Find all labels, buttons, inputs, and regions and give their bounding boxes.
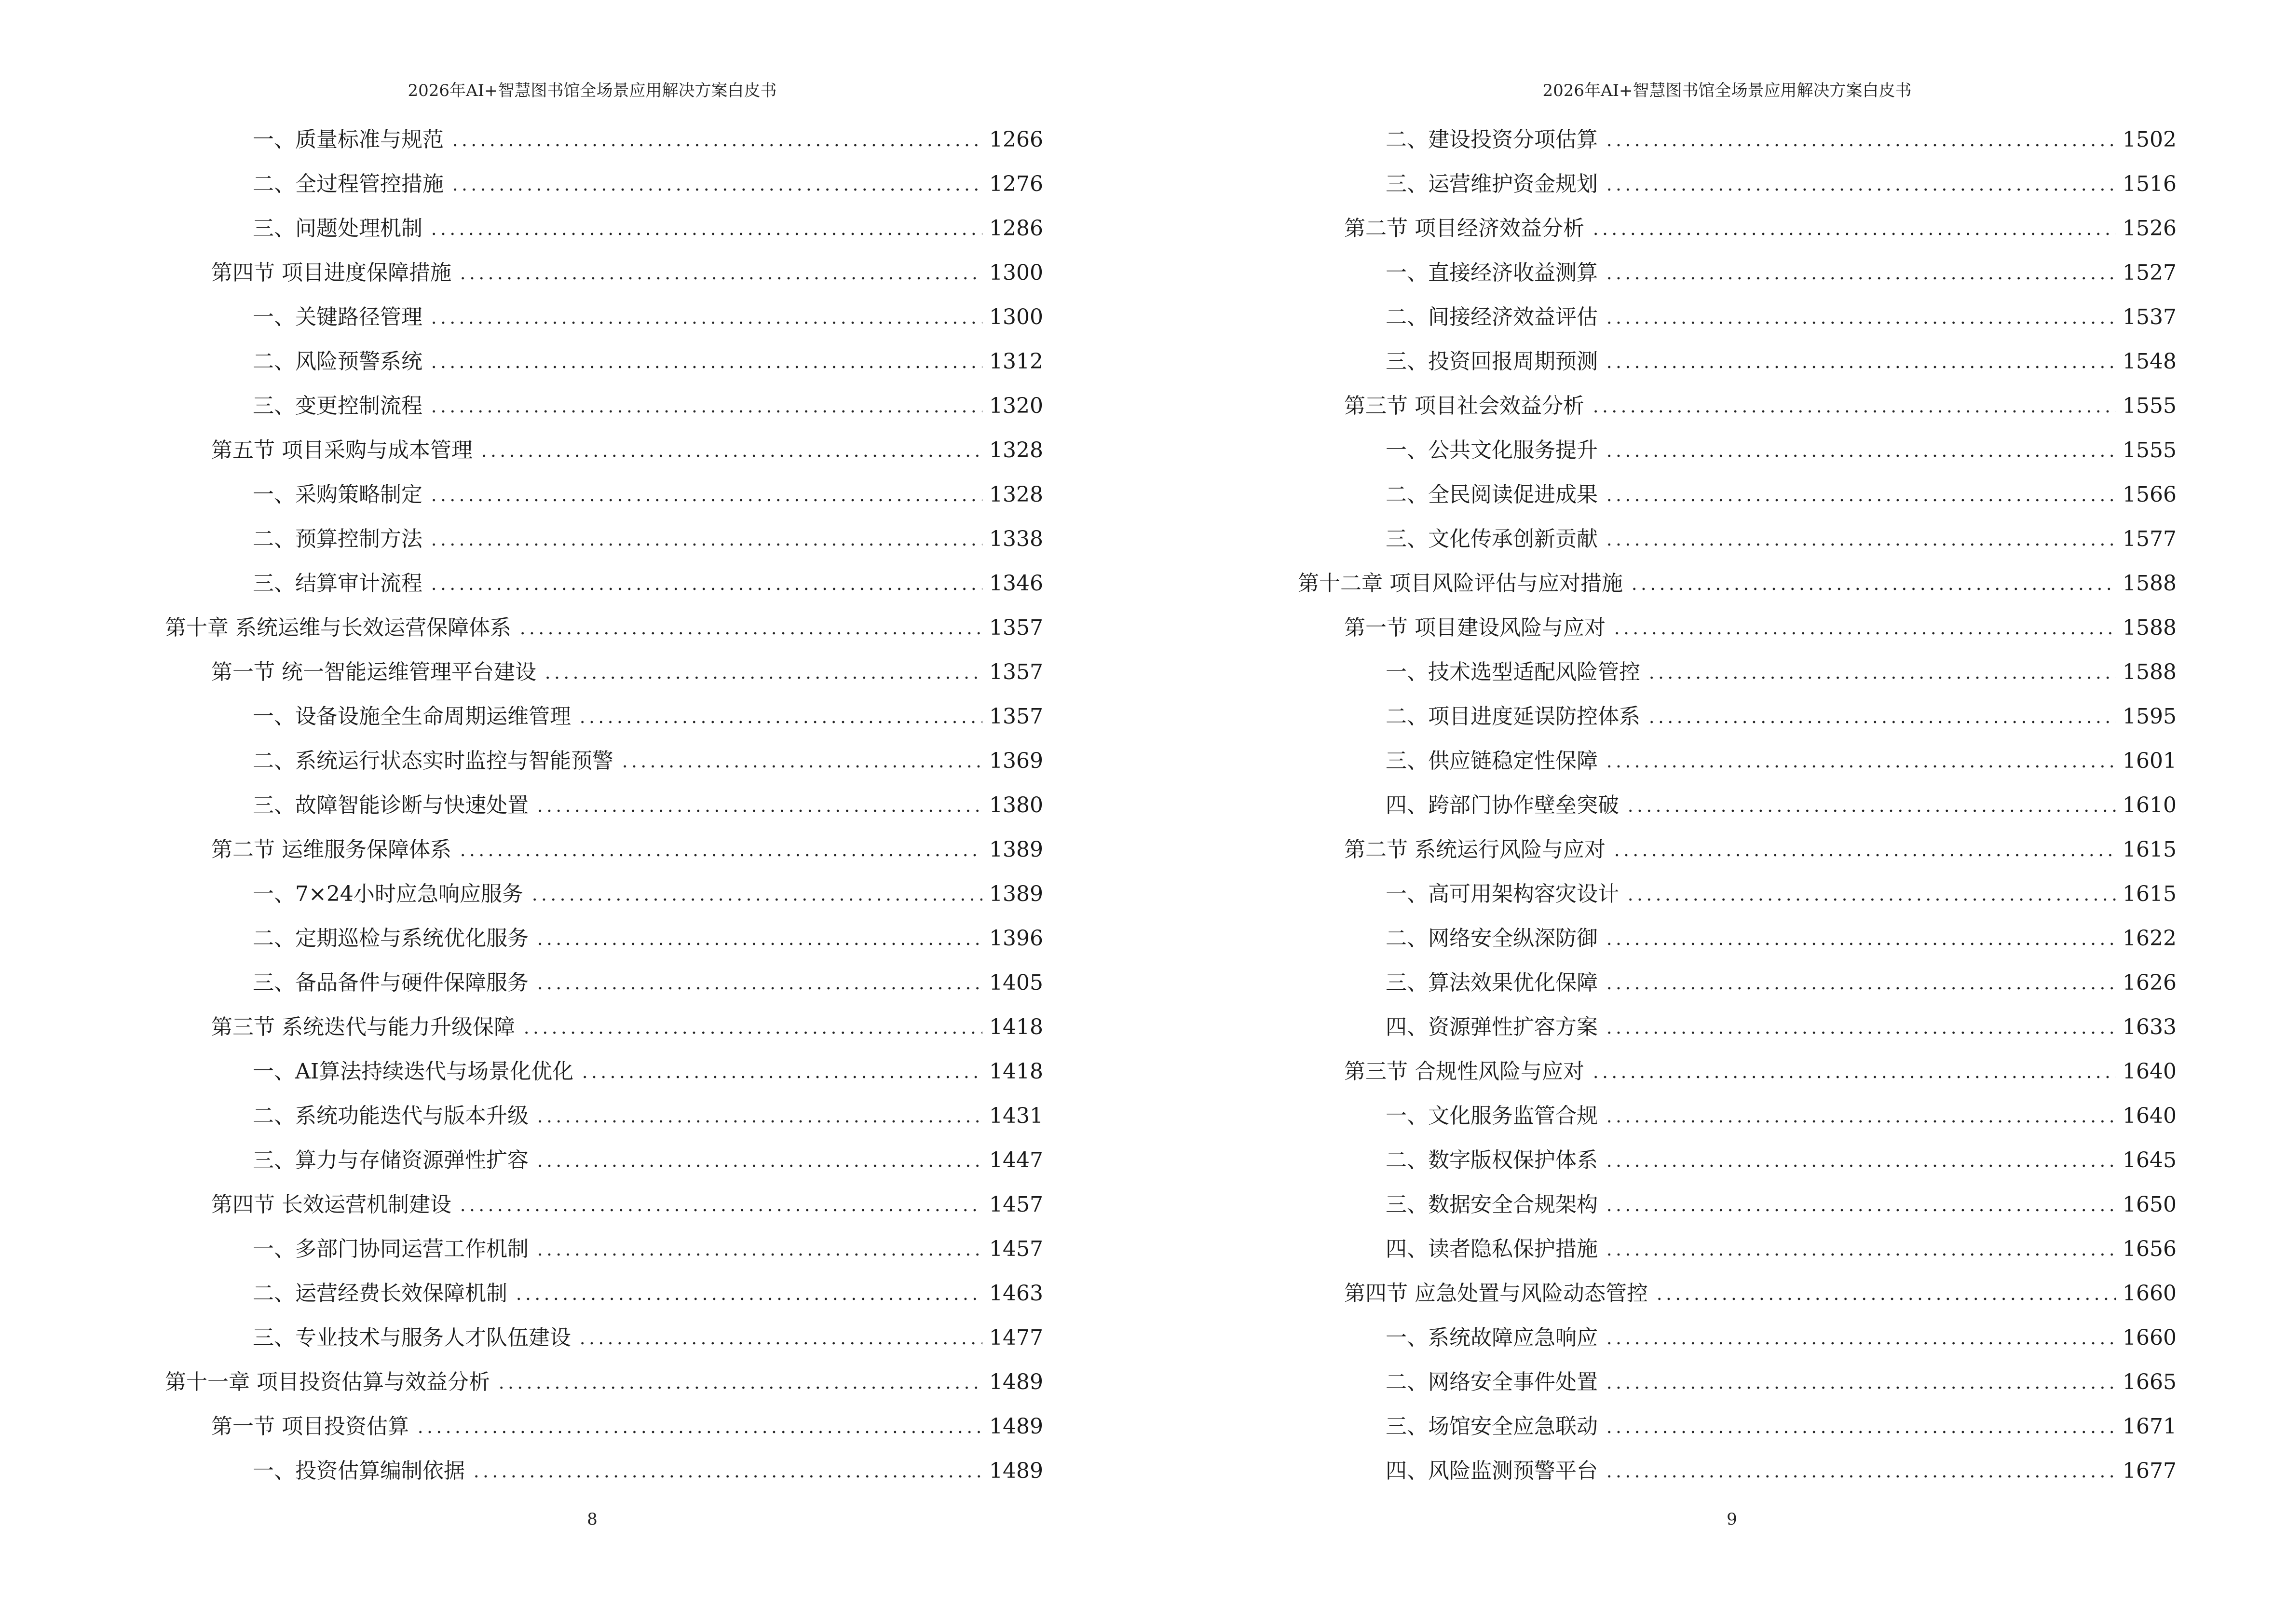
toc-entry-item[interactable] bbox=[1298, 118, 2177, 162]
toc-entry-chapter[interactable] bbox=[165, 1360, 1043, 1405]
toc-entry-page-number: 1418 bbox=[989, 1059, 1043, 1084]
dot-leader bbox=[1605, 1194, 2116, 1215]
toc-entry-page-number: 1389 bbox=[989, 837, 1043, 862]
toc-entry-page-number: 1489 bbox=[989, 1414, 1043, 1439]
toc-entry-item[interactable] bbox=[165, 916, 1043, 961]
toc-entry-page-number: 1300 bbox=[989, 305, 1043, 329]
dot-leader bbox=[1605, 262, 2116, 284]
toc-entry-page-number: 1369 bbox=[989, 749, 1043, 773]
dot-leader bbox=[497, 1372, 982, 1393]
page-number: 9 bbox=[1727, 1510, 1737, 1529]
toc-entry-item[interactable] bbox=[165, 1138, 1043, 1183]
toc-entry-title: 第十二章 项目风险评估与应对措施 bbox=[1298, 571, 1623, 596]
toc-entry-page-number: 1660 bbox=[2123, 1325, 2177, 1350]
toc-entry-item[interactable] bbox=[1298, 872, 2177, 916]
dot-leader bbox=[580, 1061, 982, 1082]
toc-entry-item[interactable] bbox=[165, 340, 1043, 384]
toc-entry-page-number: 1615 bbox=[2123, 882, 2177, 906]
dot-leader bbox=[1605, 1372, 2116, 1393]
toc-entry-section[interactable] bbox=[165, 428, 1043, 473]
toc-entry-page-number: 1555 bbox=[2123, 438, 2177, 463]
toc-entry-item[interactable] bbox=[1298, 517, 2177, 561]
toc-entry-item[interactable] bbox=[165, 561, 1043, 606]
toc-entry-title: 三、投资回报周期预测 bbox=[1386, 349, 1598, 374]
toc-entry-title: 三、算力与存储资源弹性扩容 bbox=[253, 1148, 529, 1173]
toc-entry-page-number: 1346 bbox=[989, 571, 1043, 596]
toc-entry-item[interactable] bbox=[165, 1094, 1043, 1138]
toc-entry-title: 三、变更控制流程 bbox=[253, 394, 422, 418]
toc-entry-page-number: 1457 bbox=[989, 1237, 1043, 1261]
toc-entry-title: 二、预算控制方法 bbox=[253, 527, 422, 551]
dot-leader bbox=[1605, 307, 2116, 328]
dot-leader bbox=[1605, 1327, 2116, 1349]
toc-entry-page-number: 1588 bbox=[2123, 615, 2177, 640]
toc-entry-title: 一、7×24小时应急响应服务 bbox=[253, 882, 523, 906]
dot-leader bbox=[429, 218, 982, 239]
toc-entry-title: 第一节 统一智能运维管理平台建设 bbox=[211, 660, 536, 684]
toc-entry-title: 三、问题处理机制 bbox=[253, 216, 422, 241]
toc-entry-page-number: 1527 bbox=[2123, 260, 2177, 285]
toc-entry-item[interactable] bbox=[165, 206, 1043, 251]
toc-entry-page-number: 1677 bbox=[2123, 1459, 2177, 1483]
toc-entry-title: 第三节 项目社会效益分析 bbox=[1344, 394, 1584, 418]
dot-leader bbox=[1605, 1105, 2116, 1127]
toc-entry-item[interactable] bbox=[165, 739, 1043, 783]
toc-entry-item[interactable] bbox=[1298, 1316, 2177, 1360]
dot-leader bbox=[1626, 884, 2116, 905]
toc-entry-section[interactable] bbox=[165, 251, 1043, 295]
toc-entry-page-number: 1555 bbox=[2123, 394, 2177, 418]
dot-leader bbox=[578, 1327, 982, 1349]
toc-entry-title: 四、读者隐私保护措施 bbox=[1386, 1237, 1598, 1261]
dot-leader bbox=[535, 1150, 982, 1171]
toc-entry-page-number: 1489 bbox=[989, 1370, 1043, 1394]
toc-entry-title: 二、定期巡检与系统优化服务 bbox=[253, 926, 529, 951]
toc-entry-title: 第一节 项目建设风险与应对 bbox=[1344, 615, 1606, 640]
dot-leader bbox=[458, 262, 982, 284]
toc-entry-section[interactable] bbox=[165, 1005, 1043, 1050]
toc-entry-title: 第四节 应急处置与风险动态管控 bbox=[1344, 1281, 1648, 1306]
running-header: 2026年AI+智慧图书馆全场景应用解决方案白皮书 bbox=[408, 81, 777, 100]
toc-entry-title: 二、网络安全事件处置 bbox=[1386, 1370, 1598, 1394]
toc-entry-section[interactable] bbox=[1298, 606, 2177, 650]
toc-entry-page-number: 1276 bbox=[989, 172, 1043, 196]
toc-entry-page-number: 1502 bbox=[2123, 127, 2177, 152]
page-number: 8 bbox=[587, 1510, 598, 1529]
dot-leader bbox=[530, 884, 982, 905]
toc-entry-page-number: 1396 bbox=[989, 926, 1043, 951]
toc-entry-item[interactable] bbox=[1298, 295, 2177, 340]
dot-leader bbox=[458, 1194, 982, 1215]
toc-entry-item[interactable] bbox=[1298, 1449, 2177, 1493]
toc-entry-section[interactable] bbox=[1298, 206, 2177, 251]
toc-entry-page-number: 1380 bbox=[989, 793, 1043, 818]
toc-entry-chapter[interactable] bbox=[1298, 561, 2177, 606]
toc-entry-item[interactable] bbox=[165, 118, 1043, 162]
dot-leader bbox=[1605, 751, 2116, 772]
dot-leader bbox=[1591, 396, 2116, 417]
dot-leader bbox=[1591, 1061, 2116, 1082]
dot-leader bbox=[429, 307, 982, 328]
toc-entry-page-number: 1463 bbox=[989, 1281, 1043, 1306]
dot-leader bbox=[535, 1239, 982, 1260]
toc-entry-title: 第二节 项目经济效益分析 bbox=[1344, 216, 1584, 241]
toc-entry-page-number: 1566 bbox=[2123, 482, 2177, 507]
dot-leader bbox=[535, 972, 982, 994]
dot-leader bbox=[1605, 440, 2116, 461]
toc-entry-page-number: 1457 bbox=[989, 1192, 1043, 1217]
toc-entry-title: 四、跨部门协作壁垒突破 bbox=[1386, 793, 1619, 818]
toc-entry-title: 二、项目进度延误防控体系 bbox=[1386, 704, 1640, 729]
toc-entry-item[interactable] bbox=[165, 1050, 1043, 1094]
toc-entry-page-number: 1548 bbox=[2123, 349, 2177, 374]
dot-leader bbox=[522, 1017, 982, 1038]
toc-entry-title: 一、直接经济收益测算 bbox=[1386, 260, 1598, 285]
dot-leader bbox=[479, 440, 982, 461]
toc-entry-item[interactable] bbox=[1298, 162, 2177, 206]
dot-leader bbox=[620, 751, 982, 772]
toc-entry-page-number: 1286 bbox=[989, 216, 1043, 241]
toc-entry-title: 第二节 运维服务保障体系 bbox=[211, 837, 451, 862]
toc-entry-item[interactable] bbox=[1298, 1405, 2177, 1449]
toc-entry-title: 一、AI算法持续迭代与场景化优化 bbox=[253, 1059, 574, 1084]
toc-entry-title: 一、投资估算编制依据 bbox=[253, 1459, 465, 1483]
toc-entry-item[interactable] bbox=[165, 517, 1043, 561]
toc-entry-item[interactable] bbox=[1298, 695, 2177, 739]
dot-leader bbox=[535, 795, 982, 816]
dot-leader bbox=[429, 484, 982, 505]
dot-leader bbox=[1605, 1150, 2116, 1171]
toc-entry-page-number: 1622 bbox=[2123, 926, 2177, 951]
toc-entry-title: 一、技术选型适配风险管控 bbox=[1386, 660, 1640, 684]
toc-entry-page-number: 1447 bbox=[989, 1148, 1043, 1173]
toc-entry-title: 三、场馆安全应急联动 bbox=[1386, 1414, 1598, 1439]
dot-leader bbox=[1647, 706, 2116, 727]
toc-entry-title: 二、风险预警系统 bbox=[253, 349, 422, 374]
toc-entry-title: 二、系统运行状态实时监控与智能预警 bbox=[253, 749, 613, 773]
toc-entry-item[interactable] bbox=[165, 295, 1043, 340]
toc-entry-item[interactable] bbox=[165, 384, 1043, 428]
dot-leader bbox=[429, 351, 982, 372]
toc-entry-title: 二、全民阅读促进成果 bbox=[1386, 482, 1598, 507]
toc-entry-page-number: 1640 bbox=[2123, 1059, 2177, 1084]
toc-entry-title: 二、运营经费长效保障机制 bbox=[253, 1281, 507, 1306]
toc-entry-page-number: 1577 bbox=[2123, 527, 2177, 551]
toc-entry-page-number: 1405 bbox=[989, 970, 1043, 995]
dot-leader bbox=[1605, 129, 2116, 150]
toc-entry-title: 三、故障智能诊断与快速处置 bbox=[253, 793, 529, 818]
toc-entry-page-number: 1588 bbox=[2123, 571, 2177, 596]
dot-leader bbox=[1605, 928, 2116, 949]
dot-leader bbox=[429, 396, 982, 417]
toc-entry-item[interactable] bbox=[165, 961, 1043, 1005]
dot-leader bbox=[1605, 351, 2116, 372]
dot-leader bbox=[1605, 1416, 2116, 1437]
toc-entry-title: 一、采购策略制定 bbox=[253, 482, 422, 507]
toc-entry-page-number: 1516 bbox=[2123, 172, 2177, 196]
toc-entry-item[interactable] bbox=[1298, 916, 2177, 961]
toc-entry-page-number: 1650 bbox=[2123, 1192, 2177, 1217]
toc-entry-title: 一、多部门协同运营工作机制 bbox=[253, 1237, 529, 1261]
toc-entry-title: 三、数据安全合规架构 bbox=[1386, 1192, 1598, 1217]
toc-entry-section[interactable] bbox=[1298, 828, 2177, 872]
toc-entry-item[interactable] bbox=[165, 162, 1043, 206]
toc-entry-item[interactable] bbox=[1298, 783, 2177, 828]
dot-leader bbox=[518, 617, 982, 639]
toc-entry-page-number: 1626 bbox=[2123, 970, 2177, 995]
toc-entry-page-number: 1665 bbox=[2123, 1370, 2177, 1394]
toc-entry-item[interactable] bbox=[1298, 1227, 2177, 1271]
toc-entry-section[interactable] bbox=[165, 828, 1043, 872]
toc-entry-item[interactable] bbox=[1298, 1360, 2177, 1405]
toc-entry-page-number: 1526 bbox=[2123, 216, 2177, 241]
dot-leader bbox=[1647, 662, 2116, 683]
toc-entry-page-number: 1595 bbox=[2123, 704, 2177, 729]
toc-entry-title: 三、备品备件与硬件保障服务 bbox=[253, 970, 529, 995]
toc-entry-chapter[interactable] bbox=[165, 606, 1043, 650]
toc-entry-page-number: 1656 bbox=[2123, 1237, 2177, 1261]
toc-entry-page-number: 1320 bbox=[989, 394, 1043, 418]
dot-leader bbox=[1605, 484, 2116, 505]
dot-leader bbox=[450, 129, 982, 150]
toc-entry-title: 三、结算审计流程 bbox=[253, 571, 422, 596]
toc-entry-title: 三、专业技术与服务人才队伍建设 bbox=[253, 1325, 571, 1350]
toc-entry-page-number: 1266 bbox=[989, 127, 1043, 152]
dot-leader bbox=[472, 1460, 982, 1482]
dot-leader bbox=[1591, 218, 2116, 239]
toc-entry-title: 第五节 项目采购与成本管理 bbox=[211, 438, 473, 463]
dot-leader bbox=[1605, 1460, 2116, 1482]
toc-entry-title: 第十一章 项目投资估算与效益分析 bbox=[165, 1370, 490, 1394]
dot-leader bbox=[450, 174, 982, 195]
toc-entry-title: 四、资源弹性扩容方案 bbox=[1386, 1015, 1598, 1039]
toc-entry-title: 三、运营维护资金规划 bbox=[1386, 172, 1598, 196]
toc-entry-item[interactable] bbox=[165, 1449, 1043, 1493]
toc-entry-item[interactable] bbox=[1298, 650, 2177, 695]
toc-entry-item[interactable] bbox=[1298, 340, 2177, 384]
toc-entry-page-number: 1338 bbox=[989, 527, 1043, 551]
toc-entry-item[interactable] bbox=[165, 1316, 1043, 1360]
dot-leader bbox=[1605, 174, 2116, 195]
toc-entry-item[interactable] bbox=[1298, 473, 2177, 517]
toc-entry-section[interactable] bbox=[165, 650, 1043, 695]
dot-leader bbox=[1605, 972, 2116, 994]
toc-entry-title: 二、数字版权保护体系 bbox=[1386, 1148, 1598, 1173]
table-of-contents bbox=[165, 118, 1043, 1493]
toc-entry-page-number: 1357 bbox=[989, 615, 1043, 640]
toc-entry-page-number: 1588 bbox=[2123, 660, 2177, 684]
toc-entry-page-number: 1537 bbox=[2123, 305, 2177, 329]
dot-leader bbox=[458, 839, 982, 860]
dot-leader bbox=[1655, 1283, 2116, 1304]
toc-entry-item[interactable] bbox=[1298, 1005, 2177, 1050]
toc-entry-item[interactable] bbox=[1298, 1094, 2177, 1138]
toc-entry-item[interactable] bbox=[165, 872, 1043, 916]
toc-entry-page-number: 1357 bbox=[989, 704, 1043, 729]
toc-entry-item[interactable] bbox=[165, 695, 1043, 739]
dot-leader bbox=[1605, 1017, 2116, 1038]
toc-entry-title: 四、风险监测预警平台 bbox=[1386, 1459, 1598, 1483]
toc-entry-title: 第一节 项目投资估算 bbox=[211, 1414, 409, 1439]
dot-leader bbox=[429, 573, 982, 594]
toc-entry-page-number: 1671 bbox=[2123, 1414, 2177, 1439]
toc-entry-item[interactable] bbox=[1298, 961, 2177, 1005]
toc-entry-section[interactable] bbox=[165, 1405, 1043, 1449]
dot-leader bbox=[429, 529, 982, 550]
right-page bbox=[1144, 0, 2287, 1624]
toc-entry-item[interactable] bbox=[165, 473, 1043, 517]
running-header: 2026年AI+智慧图书馆全场景应用解决方案白皮书 bbox=[1542, 81, 1912, 100]
table-of-contents bbox=[1298, 118, 2177, 1493]
toc-entry-item[interactable] bbox=[165, 1271, 1043, 1316]
dot-leader bbox=[514, 1283, 982, 1304]
dot-leader bbox=[578, 706, 982, 727]
toc-entry-title: 一、系统故障应急响应 bbox=[1386, 1325, 1598, 1350]
toc-entry-item[interactable] bbox=[165, 1227, 1043, 1271]
toc-entry-item[interactable] bbox=[1298, 739, 2177, 783]
toc-entry-title: 第十章 系统运维与长效运营保障体系 bbox=[165, 615, 511, 640]
toc-entry-section[interactable] bbox=[165, 1183, 1043, 1227]
toc-entry-page-number: 1418 bbox=[989, 1015, 1043, 1039]
toc-entry-title: 二、系统功能迭代与版本升级 bbox=[253, 1104, 529, 1128]
dot-leader bbox=[1612, 617, 2116, 639]
toc-entry-title: 一、设备设施全生命周期运维管理 bbox=[253, 704, 571, 729]
dot-leader bbox=[535, 928, 982, 949]
toc-entry-page-number: 1610 bbox=[2123, 793, 2177, 818]
toc-entry-title: 二、网络安全纵深防御 bbox=[1386, 926, 1598, 951]
dot-leader bbox=[1612, 839, 2116, 860]
toc-entry-page-number: 1431 bbox=[989, 1104, 1043, 1128]
toc-entry-title: 一、文化服务监管合规 bbox=[1386, 1104, 1598, 1128]
toc-entry-page-number: 1312 bbox=[989, 349, 1043, 374]
toc-entry-page-number: 1477 bbox=[989, 1325, 1043, 1350]
dot-leader bbox=[1605, 1239, 2116, 1260]
toc-entry-page-number: 1389 bbox=[989, 882, 1043, 906]
toc-entry-title: 三、文化传承创新贡献 bbox=[1386, 527, 1598, 551]
toc-entry-page-number: 1640 bbox=[2123, 1104, 2177, 1128]
toc-entry-section[interactable] bbox=[1298, 1050, 2177, 1094]
toc-entry-title: 一、高可用架构容灾设计 bbox=[1386, 882, 1619, 906]
toc-entry-item[interactable] bbox=[1298, 1183, 2177, 1227]
toc-entry-page-number: 1300 bbox=[989, 260, 1043, 285]
toc-entry-title: 一、关键路径管理 bbox=[253, 305, 422, 329]
dot-leader bbox=[1626, 795, 2116, 816]
toc-entry-item[interactable] bbox=[1298, 1138, 2177, 1183]
toc-entry-title: 第四节 项目进度保障措施 bbox=[211, 260, 451, 285]
dot-leader bbox=[416, 1416, 982, 1437]
toc-entry-title: 二、建设投资分项估算 bbox=[1386, 127, 1598, 152]
dot-leader bbox=[1630, 573, 2116, 594]
toc-entry-title: 第二节 系统运行风险与应对 bbox=[1344, 837, 1606, 862]
toc-entry-page-number: 1645 bbox=[2123, 1148, 2177, 1173]
toc-entry-title: 三、供应链稳定性保障 bbox=[1386, 749, 1598, 773]
toc-entry-title: 一、公共文化服务提升 bbox=[1386, 438, 1598, 463]
toc-entry-title: 二、全过程管控措施 bbox=[253, 172, 444, 196]
toc-entry-page-number: 1357 bbox=[989, 660, 1043, 684]
toc-entry-title: 三、算法效果优化保障 bbox=[1386, 970, 1598, 995]
toc-entry-page-number: 1601 bbox=[2123, 749, 2177, 773]
toc-entry-page-number: 1660 bbox=[2123, 1281, 2177, 1306]
toc-entry-title: 二、间接经济效益评估 bbox=[1386, 305, 1598, 329]
toc-entry-item[interactable] bbox=[1298, 251, 2177, 295]
toc-entry-section[interactable] bbox=[1298, 384, 2177, 428]
toc-entry-item[interactable] bbox=[1298, 428, 2177, 473]
toc-entry-page-number: 1328 bbox=[989, 438, 1043, 463]
toc-entry-item[interactable] bbox=[165, 783, 1043, 828]
toc-entry-title: 第四节 长效运营机制建设 bbox=[211, 1192, 451, 1217]
dot-leader bbox=[543, 662, 982, 683]
toc-entry-title: 第三节 系统迭代与能力升级保障 bbox=[211, 1015, 515, 1039]
dot-leader bbox=[535, 1105, 982, 1127]
toc-entry-page-number: 1489 bbox=[989, 1459, 1043, 1483]
toc-entry-title: 第三节 合规性风险与应对 bbox=[1344, 1059, 1584, 1084]
toc-entry-page-number: 1328 bbox=[989, 482, 1043, 507]
toc-entry-page-number: 1633 bbox=[2123, 1015, 2177, 1039]
dot-leader bbox=[1605, 529, 2116, 550]
toc-entry-title: 一、质量标准与规范 bbox=[253, 127, 444, 152]
toc-entry-page-number: 1615 bbox=[2123, 837, 2177, 862]
toc-entry-section[interactable] bbox=[1298, 1271, 2177, 1316]
